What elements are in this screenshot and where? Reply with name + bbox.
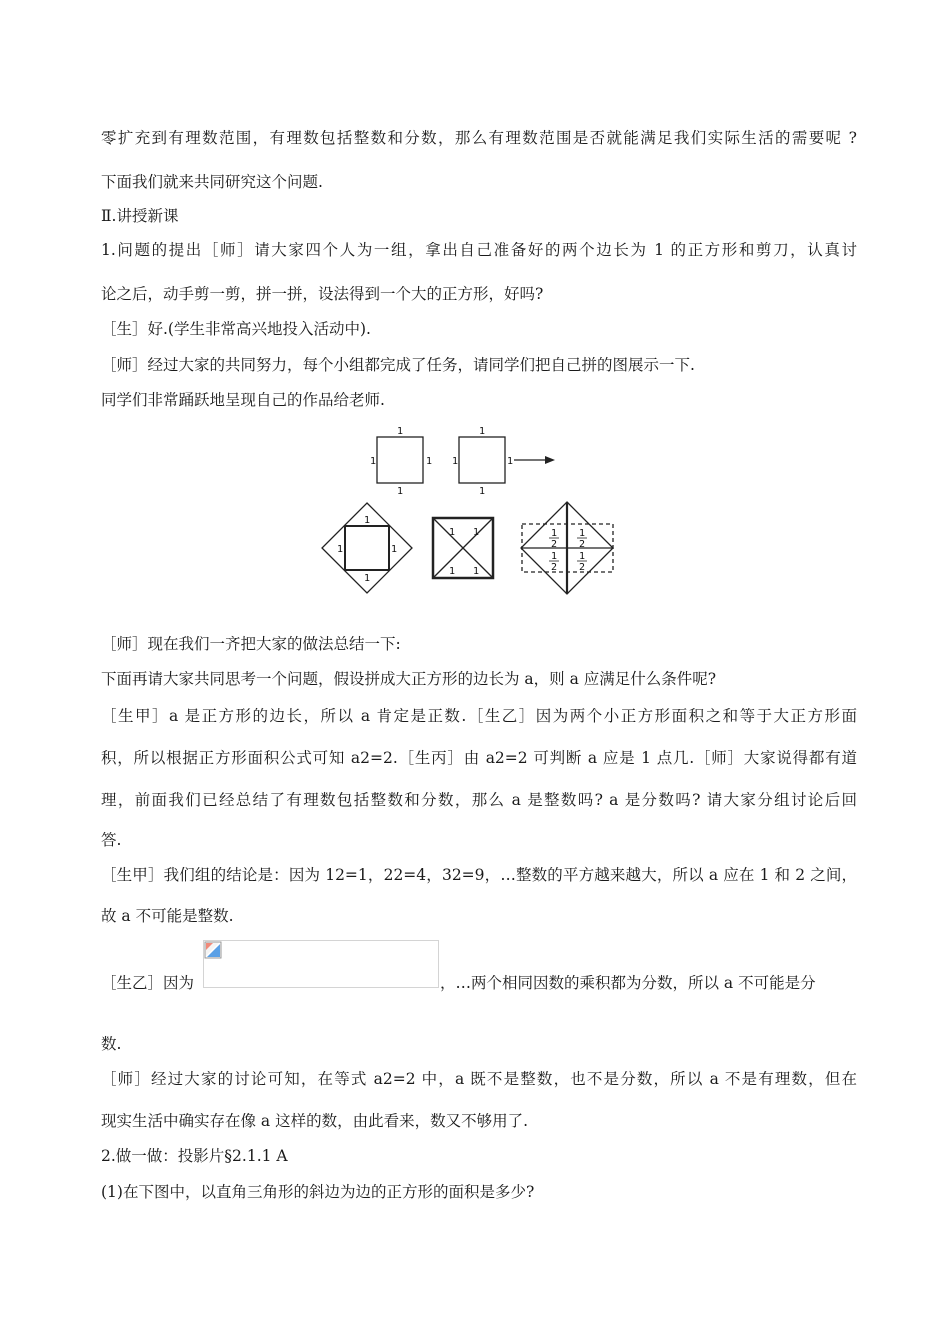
label-top-1: 1 [397,426,404,437]
label-d1-top: 1 [364,515,371,526]
students-present: 同学们非常踊跃地呈现自己的作品给老师. [101,391,385,409]
broken-image-placeholder [203,940,439,988]
svg-text:1: 1 [551,551,558,562]
discussion-line3: 理，前面我们已经总结了有理数包括整数和分数，那么 a 是整数吗? a 是分数吗? 请大家分组讨论后回 [101,791,857,809]
label-d1-left: 1 [337,544,344,555]
label-left-1: 1 [370,456,377,467]
paragraph-intro-line1: 零扩充到有理数范围，有理数包括整数和分数，那么有理数范围是否就能满足我们实际生活的需要呢 ? [101,129,857,147]
paragraph-intro-line2: 下面我们就来共同研究这个问题. [101,173,323,191]
label-right-2: 1 [507,456,514,467]
label-left-2: 1 [452,456,459,467]
teacher-conclusion-line1: ［师］经过大家的讨论可知，在等式 a2=2 中，a 既不是整数，也不是分数，所以 a 不是有理数，但在 [101,1070,857,1088]
label-d1-bottom: 1 [364,573,371,584]
arrow-head-icon [545,456,555,464]
student-b-suffix: ，…两个相同因数的乘积都为分数，所以 a 不可能是分 [440,974,816,992]
half-label-2 [577,528,587,550]
label-sq-br: 1 [473,566,480,577]
teacher-summary: ［师］现在我们一齐把大家的做法总结一下: [101,635,401,653]
question1-line2: 论之后，动手剪一剪，拼一拼，设法得到一个大的正方形，好吗? [101,285,544,303]
student-b-prefix: ［生乙］因为 [101,974,195,992]
square-cutting-figure [315,420,620,602]
unit-square-1 [377,437,423,483]
teacher-think: 下面再请大家共同思考一个问题，假设拼成大正方形的边长为 a，则 a 应满足什么条件呢? [101,670,717,688]
svg-text:2: 2 [551,539,558,550]
unit-square-2 [459,437,505,483]
label-top-2: 1 [479,426,486,437]
student-reply: ［生］好.(学生非常高兴地投入活动中). [101,320,371,338]
svg-text:2: 2 [579,539,586,550]
svg-text:1: 1 [579,528,586,539]
inner-square [345,526,389,570]
do-it-heading: 2.做一做：投影片§2.1.1 A [101,1147,288,1165]
svg-text:1: 1 [551,528,558,539]
half-label-3 [549,551,559,573]
label-sq-bl: 1 [449,566,456,577]
svg-text:2: 2 [579,562,586,573]
label-sq-tl: 1 [449,527,456,538]
question-1: (1)在下图中，以直角三角形的斜边为边的正方形的面积是多少? [101,1183,535,1201]
teacher-conclusion-line2: 现实生活中确实存在像 a 这样的数，由此看来，数又不够用了. [101,1112,529,1130]
section-heading: Ⅱ.讲授新课 [101,207,179,225]
svg-text:2: 2 [551,562,558,573]
label-sq-tr: 1 [473,527,480,538]
label-d1-right: 1 [391,544,398,555]
student-a-line1: ［生甲］我们组的结论是：因为 12=1，22=4，32=9，…整数的平方越来越大，所以 a 应在 1 和 2 之间， [101,866,857,884]
svg-text:1: 1 [579,551,586,562]
student-b-line2: 数. [101,1035,122,1053]
discussion-line1: ［生甲］a 是正方形的边长，所以 a 肯定是正数.［生乙］因为两个小正方形面积之和等于大正方形面 [101,707,857,725]
label-bottom-1: 1 [397,486,404,497]
label-right-1: 1 [426,456,433,467]
half-label-4 [577,551,587,573]
square-cutting-diagram [315,420,620,602]
label-bottom-2: 1 [479,486,486,497]
teacher-show: ［师］经过大家的共同努力，每个小组都完成了任务，请同学们把自己拼的图展示一下. [101,356,695,374]
discussion-line2: 积，所以根据正方形面积公式可知 a2=2.［生丙］由 a2=2 可判断 a 应是 1 点几.［师］大家说得都有道 [101,749,857,767]
student-a-line2: 故 a 不可能是整数. [101,907,234,925]
discussion-line4: 答. [101,831,122,849]
half-label-1 [549,528,559,550]
question1-line1: 1.问题的提出［师］请大家四个人为一组，拿出自己准备好的两个边长为 1 的正方形和剪刀，认真讨 [101,241,857,259]
broken-image-icon [204,941,222,959]
